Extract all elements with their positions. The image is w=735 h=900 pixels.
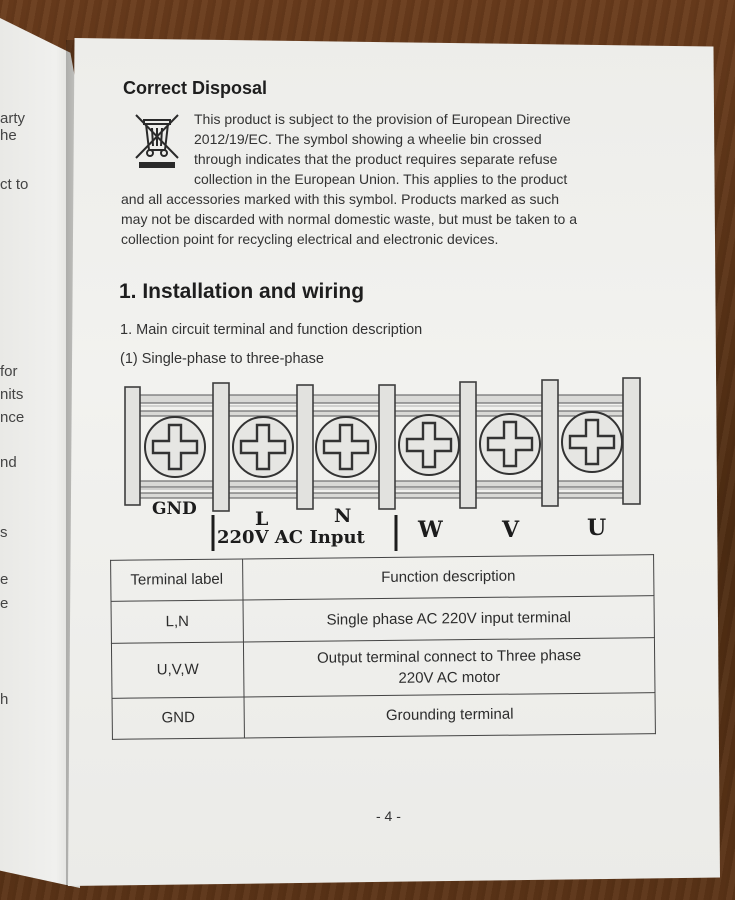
left-text-fragment: h	[0, 691, 9, 708]
left-text-fragment: e	[0, 595, 9, 612]
left-text-fragment: arty	[0, 110, 26, 127]
terminal-screw-n	[316, 417, 376, 477]
table-cell-label: L,N	[111, 600, 243, 644]
left-text-fragment: e	[0, 571, 9, 588]
disposal-text-line: 2012/19/EC. The symbol showing a wheelie bin crossed	[194, 131, 542, 147]
crossed-wheelie-bin-icon	[130, 112, 184, 170]
left-text-fragment: for	[0, 363, 18, 380]
label-220v-ac-input: 220V AC Input	[217, 527, 365, 548]
installation-heading: 1. Installation and wiring	[119, 280, 365, 303]
section-item-main-circuit: 1. Main circuit terminal and function description	[120, 322, 423, 338]
terminal-screw-w	[399, 415, 459, 475]
left-text-fragment: nce	[0, 409, 25, 426]
disposal-text-line: collection point for recycling electrical and electronic devices.	[121, 231, 499, 247]
table-cell-description	[243, 638, 655, 697]
disposal-text-line: through indicates that the product requires separate refuse	[194, 151, 558, 167]
terminal-separator	[623, 378, 640, 504]
terminal-function-table	[110, 554, 656, 740]
left-text-fragment: nd	[0, 454, 17, 471]
terminal-separator	[213, 383, 229, 511]
label-u: U	[587, 515, 607, 541]
table-cell-description: Grounding terminal	[244, 693, 655, 738]
page-number: - 4 -	[376, 808, 401, 824]
disposal-text-line: may not be discarded with normal domestic waste, but must be taken to a	[121, 211, 578, 227]
disposal-text-line: collection in the European Union. This applies to the product	[194, 171, 568, 187]
table-header-function-description: Function description	[243, 555, 654, 600]
terminal-separator	[297, 385, 313, 509]
terminal-screw-l	[233, 417, 293, 477]
table-row	[111, 638, 655, 699]
table-row	[111, 595, 654, 643]
table-cell-description: Single phase AC 220V input terminal	[243, 595, 654, 642]
left-text-fragment: nits	[0, 386, 24, 403]
terminal-separator	[460, 382, 476, 508]
terminal-screw-gnd	[145, 417, 205, 477]
table-header-row	[111, 555, 654, 601]
label-gnd: GND	[152, 499, 197, 519]
terminal-block-diagram	[120, 375, 650, 555]
disposal-text-line: This product is subject to the provision of European Directive	[194, 111, 571, 127]
label-v: V	[502, 517, 520, 543]
label-n: N	[334, 505, 352, 527]
terminal-screw-v	[480, 414, 540, 474]
terminal-separator	[125, 387, 140, 505]
label-l: L	[255, 508, 269, 530]
table-header-terminal-label: Terminal label	[111, 559, 243, 601]
terminal-screw-u	[562, 412, 622, 472]
section-item-single-phase: (1) Single-phase to three-phase	[120, 351, 324, 367]
disposal-heading: Correct Disposal	[123, 78, 268, 98]
table-row	[112, 693, 655, 739]
table-cell-description-line: Output terminal connect to Three phase	[316, 646, 582, 667]
left-text-fragment: s	[0, 524, 8, 541]
table-cell-description-line: 220V AC motor	[398, 669, 501, 688]
label-w: W	[418, 517, 443, 543]
terminal-separator	[379, 385, 395, 509]
left-text-fragment: he	[0, 127, 17, 144]
terminal-separator	[542, 380, 558, 506]
left-text-fragment: ct to	[0, 176, 29, 193]
disposal-text-line: and all accessories marked with this symbol. Products marked as such	[121, 191, 560, 207]
table-cell-label: U,V,W	[111, 642, 244, 698]
table-cell-label: GND	[112, 697, 244, 739]
